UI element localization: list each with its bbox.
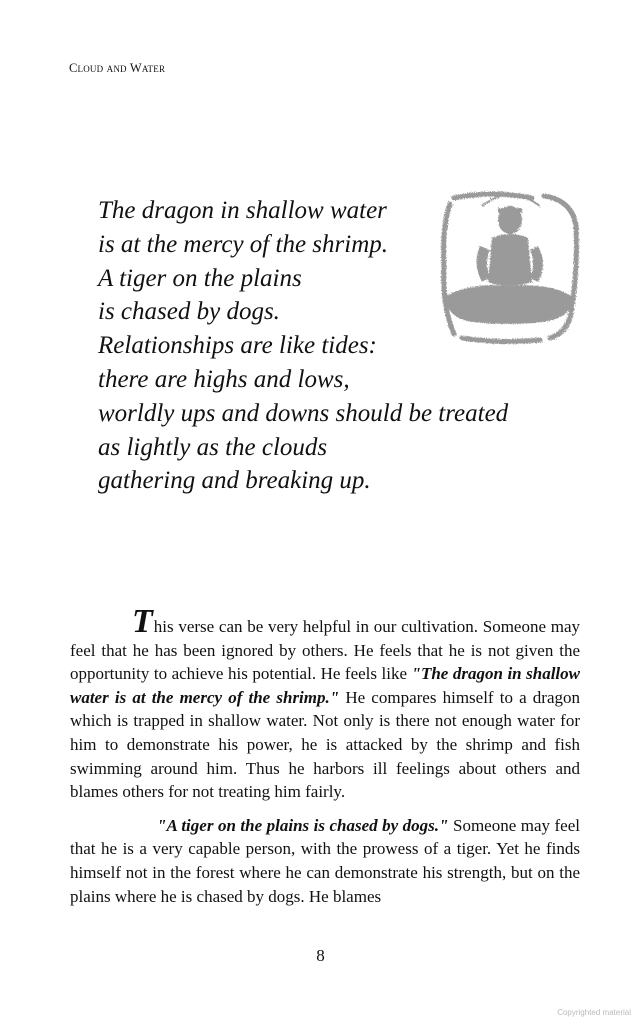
paragraph-text: Someone may feel that he is a very capable person, with the prowess of a tiger. Yet he finds himself not in the forest where he can demonstrate his strength, but on the plains where he is chased by dogs. He blames	[70, 815, 580, 906]
drop-cap: T	[132, 603, 153, 640]
running-header: Cloud and Water	[69, 61, 166, 75]
poem-line: Relationships are like tides:	[98, 332, 377, 360]
poem-line: A tiger on the plains	[98, 264, 302, 292]
emphasized-quote: "A tiger on the plains is chased by dogs."	[157, 815, 449, 835]
poem-line: as lightly as the clouds	[98, 433, 328, 461]
paragraph-text: He compares himself to a dragon which is trapped in shallow water. Not only is there not enough water for him to demonstrate his power, he is attacked by the shrimp and fish swimming around him. Thus he harbors ill feelings about others and blames others for not treating him fairly.	[70, 687, 580, 802]
page-number: 8	[316, 946, 325, 965]
paragraph-text: his verse can be very helpful in our cultivation. Someone may feel that he has been ignored by others. He feels that he is not given the opportunity to achieve his potential. He feels like	[70, 617, 580, 684]
poem-line: worldly ups and downs should be treated	[98, 399, 509, 427]
poem-line: is at the mercy of the shrimp.	[98, 230, 389, 258]
poem-line: gathering and breaking up.	[98, 467, 371, 495]
poem-line: there are highs and lows,	[98, 365, 350, 393]
emphasized-quote: "The dragon in shallow water is at the mercy of the shrimp."	[70, 664, 580, 707]
poem-line: The dragon in shallow water	[98, 197, 387, 224]
poem-line: is chased by dogs.	[98, 298, 280, 326]
paragraph	[70, 603, 580, 804]
copyright-watermark: Copyrighted material	[557, 1008, 631, 1017]
paragraph	[70, 814, 580, 908]
meditating-buddha-seal-icon	[432, 186, 582, 348]
body-text	[70, 603, 580, 908]
